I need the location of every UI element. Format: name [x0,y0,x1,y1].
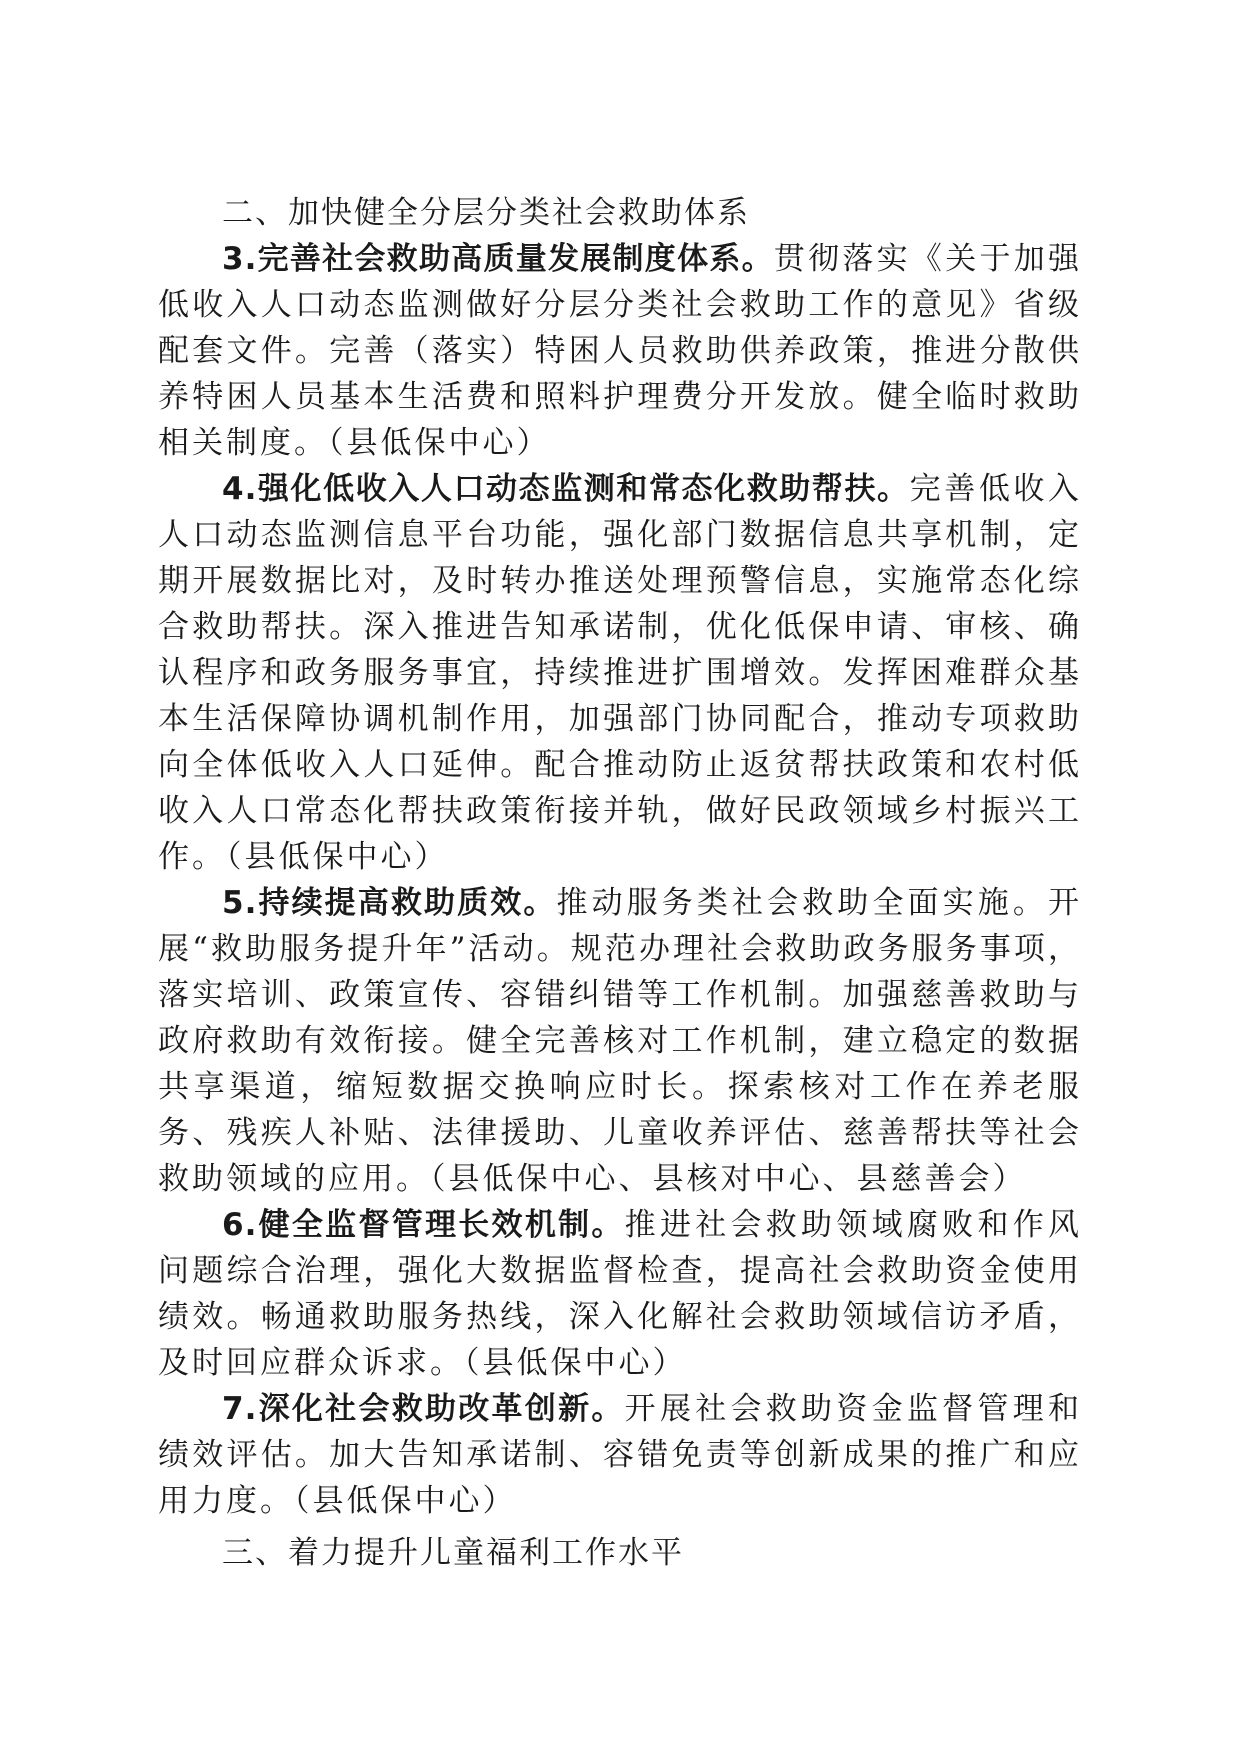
item-5-title: 5.持续提高救助质效。 [222,885,557,921]
item-4-paragraph [158,466,1082,880]
item-4-body: 完善低收入人口动态监测信息平台功能，强化部门数据信息共享机制，定期开展数据比对，及时转办推送处理预警信息，实施常态化综合救助帮扶。深入推进告知承诺制，优化低保申请、审核、确认程序和政务服务事宜，持续推进扩围增效。发挥困难群众基本生活保障协调机制作用，加强部门协同配合，推动专项救助向全体低收入人口延伸。配合推动防止返贫帮扶政策和农村低收入人口常态化帮扶政策衔接并轨，做好民政领域乡村振兴工作。（县低保中心） [158,471,1082,875]
item-6-body: 推进社会救助领域腐败和作风问题综合治理，强化大数据监督检查，提高社会救助资金使用绩效。畅通救助服务热线，深入化解社会救助领域信访矛盾，及时回应群众诉求。（县低保中心） [158,1207,1082,1381]
item-3-body: 贯彻落实《关于加强低收入人口动态监测做好分层分类社会救助工作的意见》省级配套文件。完善（落实）特困人员救助供养政策，推进分散供养特困人员基本生活费和照料护理费分开发放。健全临时救助相关制度。（县低保中心） [158,241,1082,461]
item-3-paragraph [158,236,1082,466]
document-body [158,190,1082,1576]
item-5-body: 推动服务类社会救助全面实施。开展“救助服务提升年”活动。规范办理社会救助政务服务事项，落实培训、政策宣传、容错纠错等工作机制。加强慈善救助与政府救助有效衔接。健全完善核对工作机制，建立稳定的数据共享渠道，缩短数据交换响应时长。探索核对工作在养老服务、残疾人补贴、法律援助、儿童收养评估、慈善帮扶等社会救助领域的应用。（县低保中心、县核对中心、县慈善会） [158,885,1082,1197]
section-heading-3: 三、着力提升儿童福利工作水平 [222,1535,684,1571]
item-4-title: 4.强化低收入人口动态监测和常态化救助帮扶。 [222,471,910,507]
item-6-title: 6.健全监督管理长效机制。 [222,1207,625,1243]
item-3-title: 3.完善社会救助高质量发展制度体系。 [222,241,774,277]
item-7-paragraph [158,1386,1082,1524]
item-7-body: 开展社会救助资金监督管理和绩效评估。加大告知承诺制、容错免责等创新成果的推广和应用力度。（县低保中心） [158,1391,1082,1519]
section-heading-2: 二、加快健全分层分类社会救助体系 [222,195,750,231]
item-7-title: 7.深化社会救助改革创新。 [222,1391,625,1427]
item-6-paragraph [158,1202,1082,1386]
item-5-paragraph [158,880,1082,1202]
